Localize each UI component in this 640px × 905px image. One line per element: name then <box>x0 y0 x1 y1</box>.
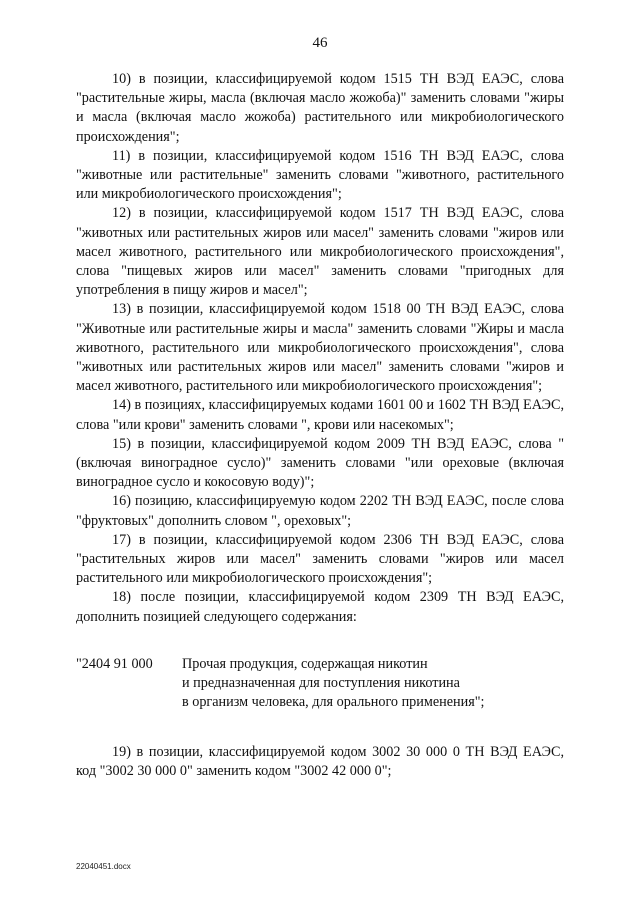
document-body <box>76 70 564 781</box>
paragraph-item-14: 14) в позициях, классифицируемых кодами 1601 00 и 1602 ТН ВЭД ЕАЭС, слова "или крови" заменить словами ", крови или насекомых"; <box>76 397 564 433</box>
paragraph-item-16: 16) позицию, классифицируемую кодом 2202 ТН ВЭД ЕАЭС, после слова "фруктовых" дополнить словом ", ореховых"; <box>76 493 564 529</box>
page-number: 46 <box>312 35 328 51</box>
paragraph-item-10: 10) в позиции, классифицируемой кодом 1515 ТН ВЭД ЕАЭС, слова "растительные жиры, масла (включая масло жожоба)" заменить словами "жиры и масла (включая масло жожоба) растительного или микробиологического происхождения"; <box>76 71 564 145</box>
inserted-description-line: Прочая продукция, содержащая никотин <box>182 655 428 672</box>
paragraph-item-18: 18) после позиции, классифицируемой кодом 2309 ТН ВЭД ЕАЭС, дополнить позицией следующего содержания: <box>76 589 564 625</box>
inserted-description-line: в организм человека, для орального применения"; <box>182 694 485 711</box>
paragraph-item-15: 15) в позиции, классифицируемой кодом 2009 ТН ВЭД ЕАЭС, слова "(включая виноградное сусло)" заменить словами "или ореховые (включая виноградное сусло и кокосовую воду)"; <box>76 435 564 491</box>
paragraph-item-19: 19) в позиции, классифицируемой кодом 3002 30 000 0 ТН ВЭД ЕАЭС, код "3002 30 000 0" заменить кодом "3002 42 000 0"; <box>76 743 564 779</box>
footer-filename: 22040451.docx <box>76 862 131 871</box>
inserted-position-code: "2404 91 000 <box>76 655 153 672</box>
paragraph-item-12: 12) в позиции, классифицируемой кодом 1517 ТН ВЭД ЕАЭС, слова "животных или растительных жиров или масел" заменить словами "жиров или масел животного, растительного или микробиологического происхождения", слова "пищевых жиров или масел" заменить словами "пригодных для употребления в пищу жиров и масел"; <box>76 205 564 299</box>
inserted-position-block <box>76 655 564 713</box>
paragraph-item-11: 11) в позиции, классифицируемой кодом 1516 ТН ВЭД ЕАЭС, слова "животные или растительные" заменить словами "животного, растительного или микробиологического происхождения"; <box>76 147 564 203</box>
paragraph-item-13: 13) в позиции, классифицируемой кодом 1518 00 ТН ВЭД ЕАЭС, слова "Животные или растительные жиры и масла" заменить словами "Жиры и масла животного, растительного или микробиологического происхождения", слова "животных или растительных жиров или масел" заменить словами "жиров и масел животного, растительного или микробиологического происхождения"; <box>76 301 564 395</box>
inserted-description-line: и предназначенная для поступления никотина <box>182 675 460 692</box>
paragraph-item-17: 17) в позиции, классифицируемой кодом 2306 ТН ВЭД ЕАЭС, слова "растительных жиров или масел" заменить словами "жиров или масел растительного или микробиологического происхождения"; <box>76 531 564 587</box>
inserted-position-description <box>182 655 564 713</box>
